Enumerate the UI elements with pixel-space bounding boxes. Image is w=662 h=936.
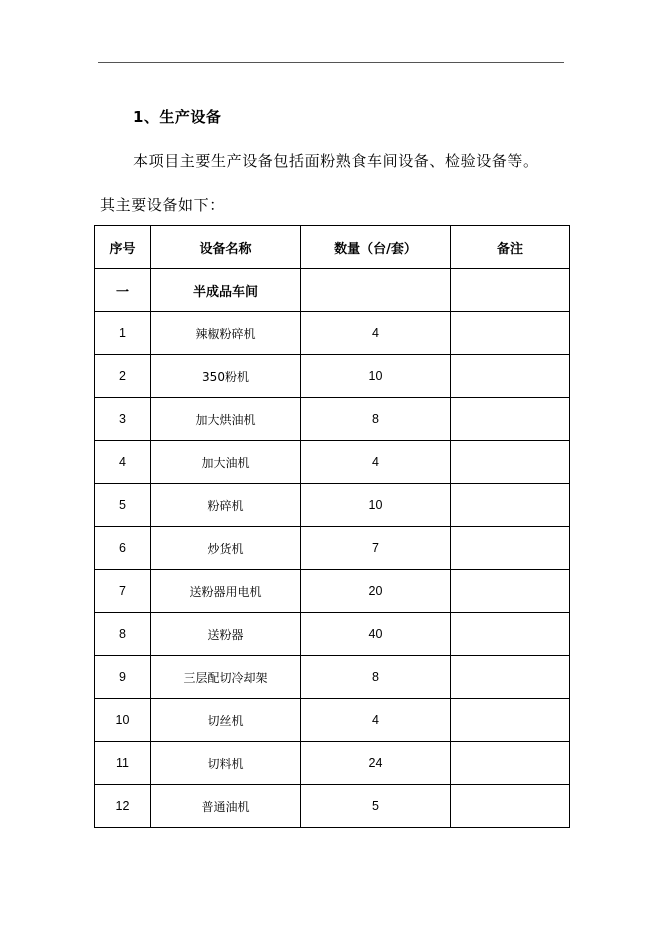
row-qty: 24 — [301, 742, 451, 785]
row-note — [451, 742, 570, 785]
table-row — [95, 312, 570, 355]
row-qty: 8 — [301, 656, 451, 699]
row-name: 普通油机 — [151, 785, 301, 828]
row-index: 8 — [95, 613, 151, 656]
row-qty: 40 — [301, 613, 451, 656]
table-row — [95, 398, 570, 441]
header-qty: 数量（台/套） — [301, 226, 451, 269]
row-qty: 4 — [301, 312, 451, 355]
row-index: 5 — [95, 484, 151, 527]
table-row — [95, 570, 570, 613]
header-note: 备注 — [451, 226, 570, 269]
table-header-row — [95, 226, 570, 269]
table-row — [95, 699, 570, 742]
table-row — [95, 484, 570, 527]
row-note — [451, 527, 570, 570]
row-index: 3 — [95, 398, 151, 441]
row-name: 送粉器用电机 — [151, 570, 301, 613]
row-note — [451, 355, 570, 398]
row-qty: 4 — [301, 699, 451, 742]
table-row — [95, 785, 570, 828]
row-note — [451, 441, 570, 484]
row-index: 6 — [95, 527, 151, 570]
row-note — [451, 613, 570, 656]
row-name: 三层配切冷却架 — [151, 656, 301, 699]
row-qty: 7 — [301, 527, 451, 570]
row-name: 粉碎机 — [151, 484, 301, 527]
row-name: 350粉机 — [151, 355, 301, 398]
table-row — [95, 441, 570, 484]
group-index: 一 — [95, 269, 151, 312]
header-rule — [98, 62, 564, 63]
row-note — [451, 656, 570, 699]
row-name: 加大油机 — [151, 441, 301, 484]
table-row — [95, 656, 570, 699]
table-group-row — [95, 269, 570, 312]
row-note — [451, 570, 570, 613]
row-name: 切丝机 — [151, 699, 301, 742]
row-name: 加大烘油机 — [151, 398, 301, 441]
row-name: 送粉器 — [151, 613, 301, 656]
row-note — [451, 785, 570, 828]
row-note — [451, 398, 570, 441]
group-qty — [301, 269, 451, 312]
row-name: 切料机 — [151, 742, 301, 785]
row-note — [451, 699, 570, 742]
row-index: 1 — [95, 312, 151, 355]
row-qty: 20 — [301, 570, 451, 613]
equipment-table — [94, 225, 570, 828]
row-index: 12 — [95, 785, 151, 828]
row-index: 10 — [95, 699, 151, 742]
lead-paragraph: 其主要设备如下： — [100, 196, 225, 214]
table-row — [95, 355, 570, 398]
row-qty: 5 — [301, 785, 451, 828]
row-name: 炒货机 — [151, 527, 301, 570]
row-note — [451, 484, 570, 527]
row-index: 11 — [95, 742, 151, 785]
row-index: 9 — [95, 656, 151, 699]
group-note — [451, 269, 570, 312]
table-row — [95, 527, 570, 570]
row-name: 辣椒粉碎机 — [151, 312, 301, 355]
table-row — [95, 742, 570, 785]
row-index: 7 — [95, 570, 151, 613]
row-index: 2 — [95, 355, 151, 398]
group-name: 半成品车间 — [151, 269, 301, 312]
row-qty: 8 — [301, 398, 451, 441]
header-index: 序号 — [95, 226, 151, 269]
table-row — [95, 613, 570, 656]
intro-paragraph: 本项目主要生产设备包括面粉熟食车间设备、检验设备等。 — [133, 152, 539, 170]
row-index: 4 — [95, 441, 151, 484]
row-note — [451, 312, 570, 355]
row-qty: 10 — [301, 355, 451, 398]
section-title: 1、生产设备 — [133, 108, 222, 126]
header-name: 设备名称 — [151, 226, 301, 269]
row-qty: 10 — [301, 484, 451, 527]
row-qty: 4 — [301, 441, 451, 484]
